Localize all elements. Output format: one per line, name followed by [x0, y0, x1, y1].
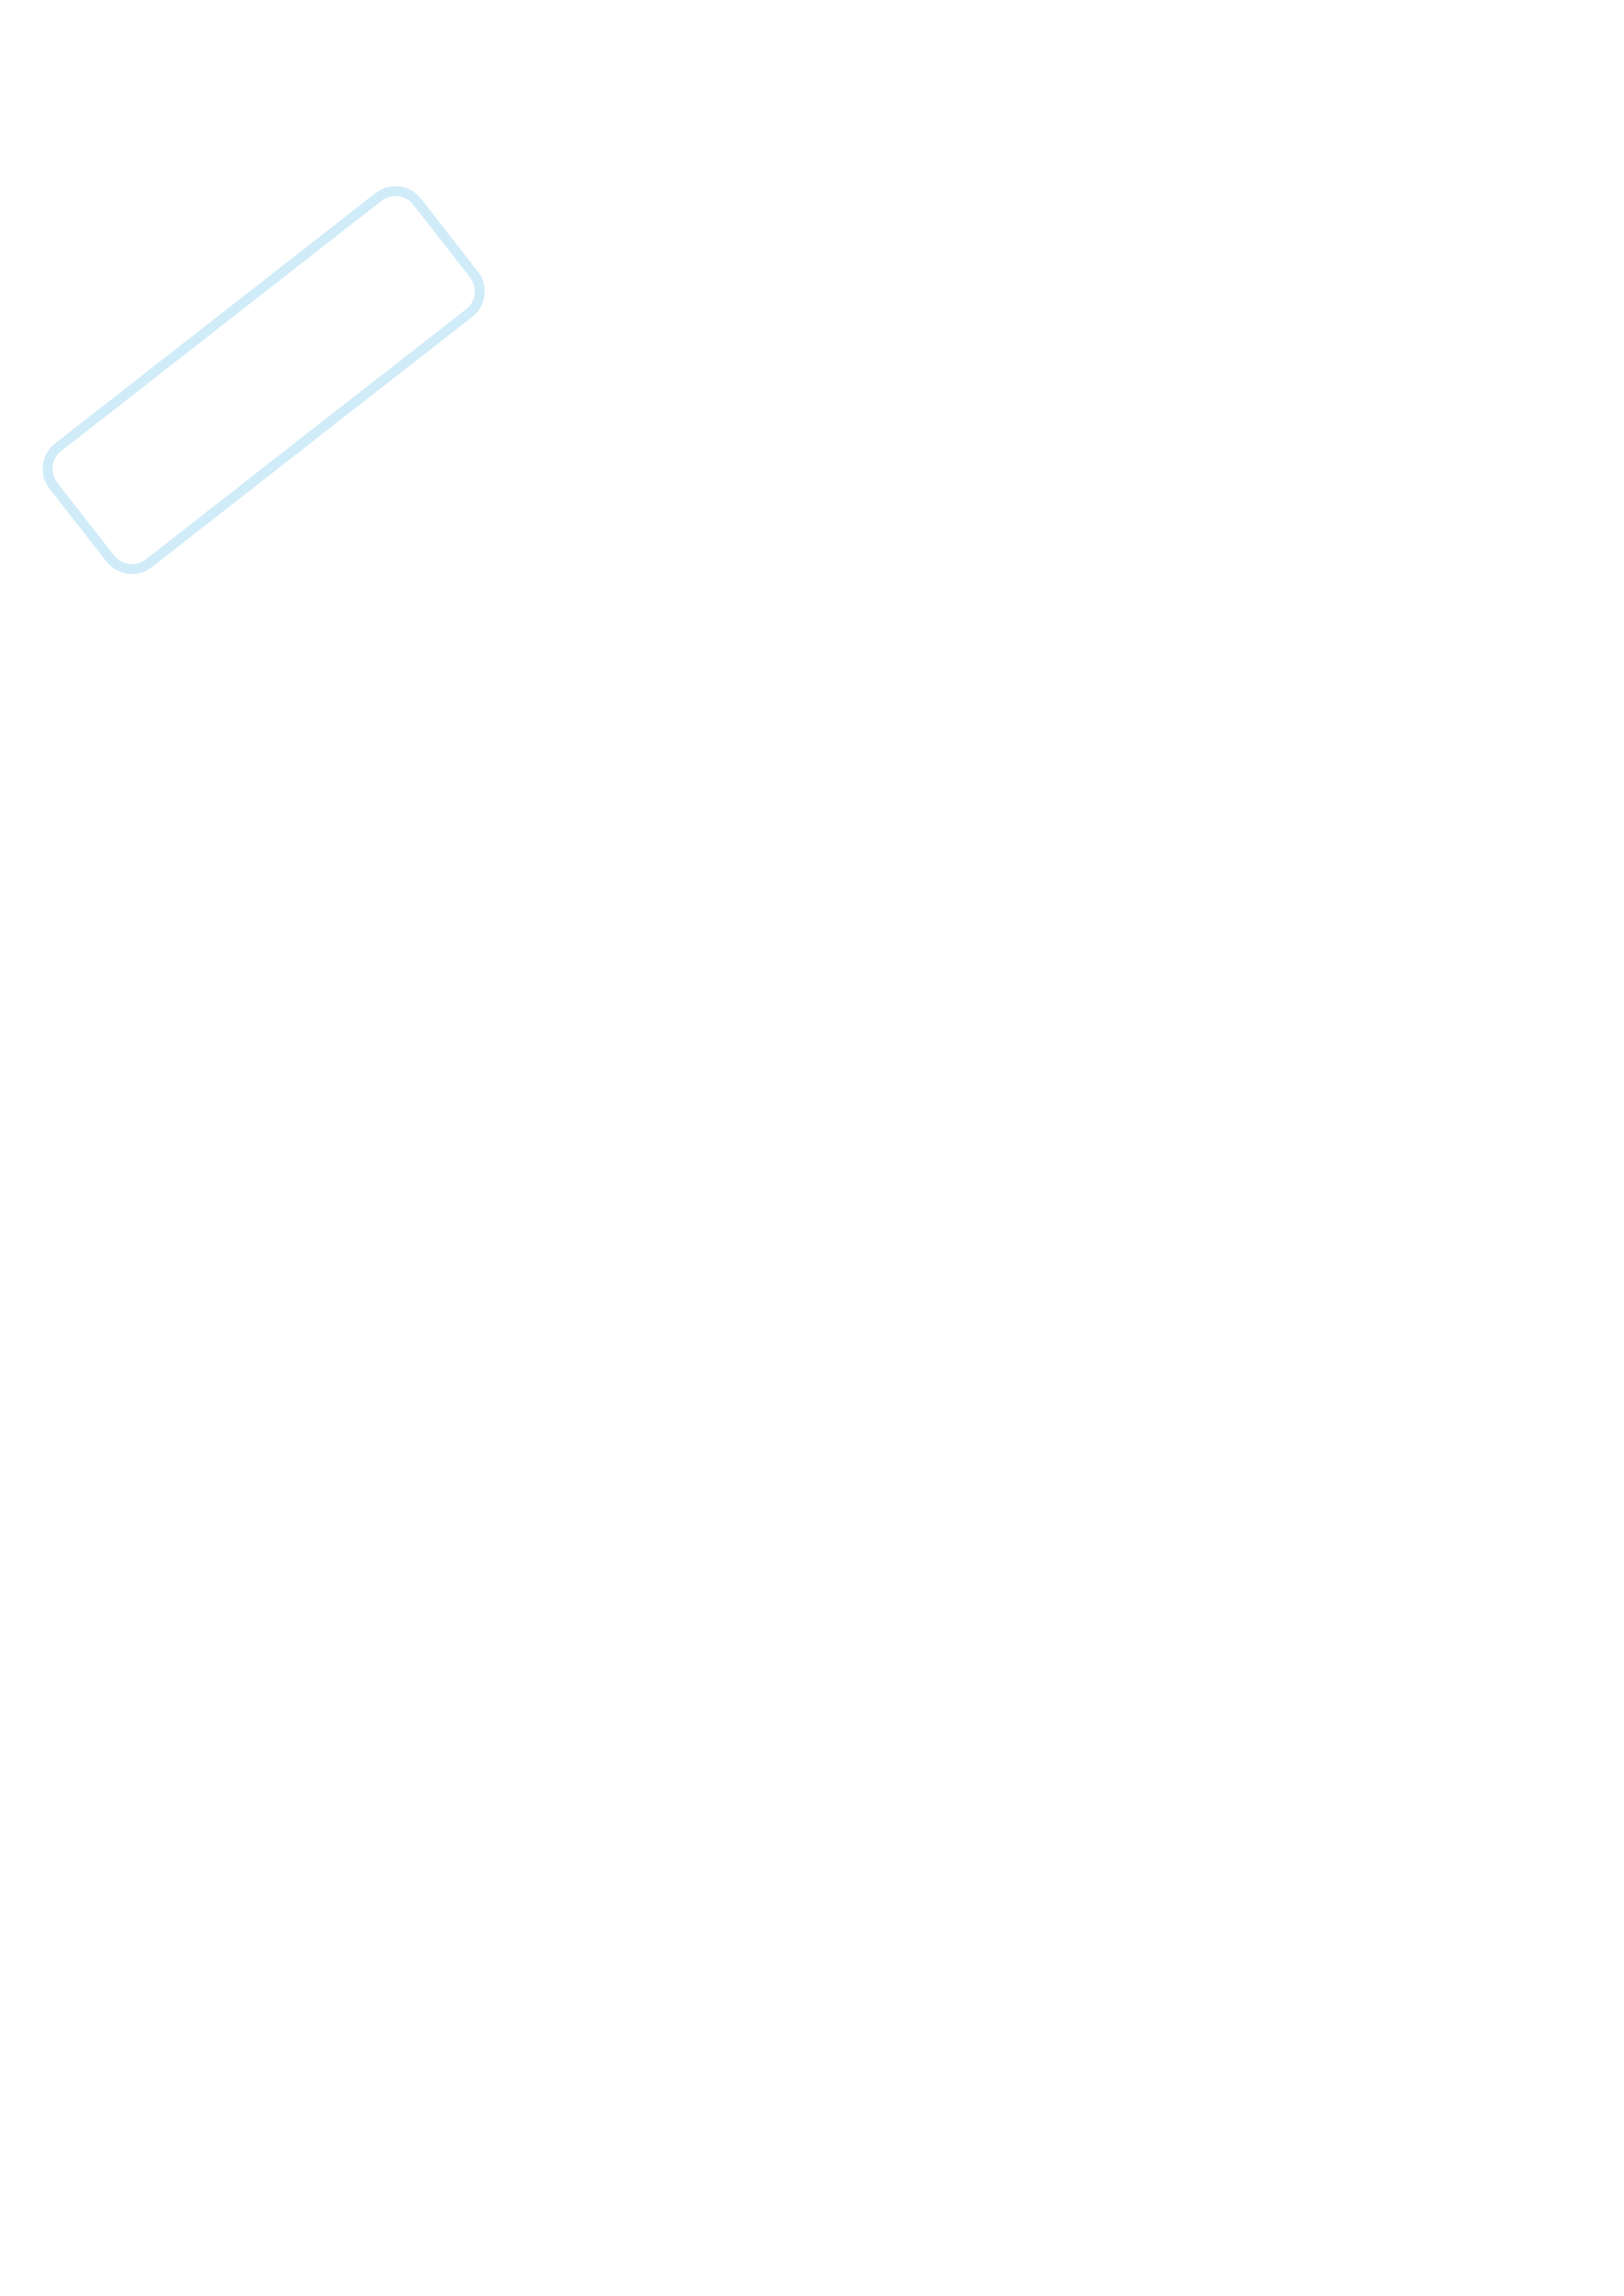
page-content [157, 145, 1485, 243]
